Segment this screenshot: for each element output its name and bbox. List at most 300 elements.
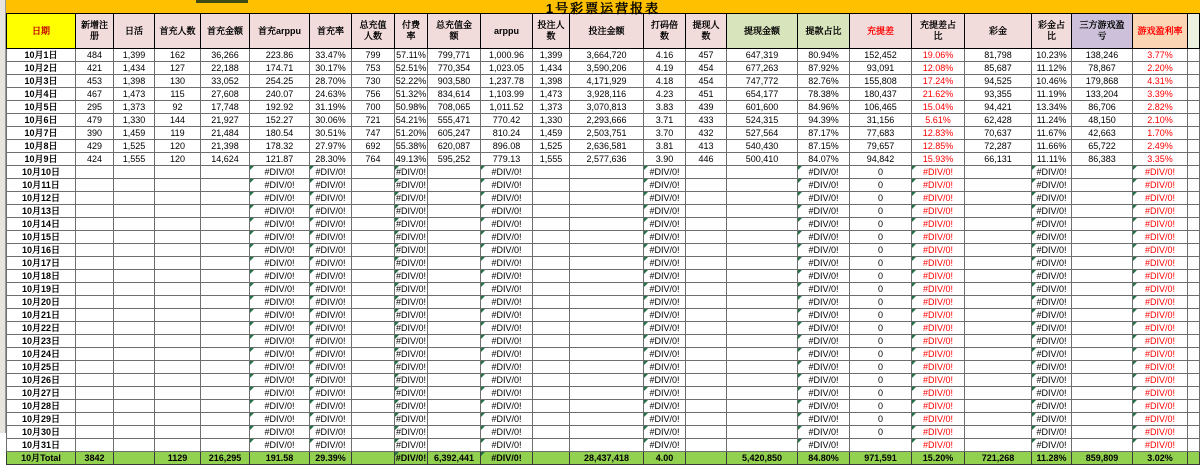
spacer-cell[interactable] <box>1188 179 1200 192</box>
spacer-cell[interactable] <box>1188 140 1200 153</box>
data-cell[interactable]: #DIV/0! <box>644 192 686 205</box>
data-cell[interactable]: #DIV/0! <box>250 296 310 309</box>
data-cell[interactable]: #DIV/0! <box>1032 244 1072 257</box>
data-cell[interactable]: #DIV/0! <box>644 205 686 218</box>
data-cell[interactable]: 70,637 <box>965 127 1032 140</box>
column-header[interactable]: 彩金占比 <box>1032 14 1072 49</box>
data-cell[interactable]: #DIV/0! <box>798 387 850 400</box>
data-cell[interactable]: 1,330 <box>114 114 155 127</box>
data-cell[interactable]: #DIV/0! <box>1133 348 1188 361</box>
data-cell[interactable] <box>965 322 1032 335</box>
spacer-cell[interactable] <box>1188 361 1200 374</box>
data-cell[interactable] <box>114 270 155 283</box>
data-cell[interactable]: #DIV/0! <box>250 361 310 374</box>
data-cell[interactable] <box>727 166 798 179</box>
data-cell[interactable]: 3.70 <box>644 127 686 140</box>
data-cell[interactable]: #DIV/0! <box>912 283 965 296</box>
data-cell[interactable]: 700 <box>352 101 395 114</box>
spacer-cell[interactable] <box>1188 439 1200 452</box>
spacer-cell[interactable] <box>1188 374 1200 387</box>
data-cell[interactable]: 2.82% <box>1133 101 1188 114</box>
data-cell[interactable]: 51.20% <box>395 127 427 138</box>
data-cell[interactable]: 424 <box>76 153 114 166</box>
data-cell[interactable]: #DIV/0! <box>912 426 965 439</box>
data-cell[interactable]: #DIV/0! <box>481 348 533 361</box>
spacer-cell[interactable] <box>1188 322 1200 335</box>
data-cell[interactable] <box>114 283 155 296</box>
data-cell[interactable] <box>570 413 644 426</box>
data-cell[interactable] <box>428 374 481 387</box>
data-cell[interactable] <box>686 296 727 309</box>
data-cell[interactable] <box>1072 374 1133 387</box>
data-cell[interactable]: 770.42 <box>481 114 533 127</box>
data-cell[interactable] <box>533 452 570 465</box>
column-header[interactable]: 打码倍数 <box>644 14 686 49</box>
data-cell[interactable]: #DIV/0! <box>250 387 310 400</box>
data-cell[interactable] <box>76 192 114 205</box>
spacer-cell[interactable] <box>1188 283 1200 296</box>
data-cell[interactable]: #DIV/0! <box>644 231 686 244</box>
data-cell[interactable]: #DIV/0! <box>481 166 533 179</box>
data-cell[interactable] <box>76 231 114 244</box>
data-cell[interactable]: #DIV/0! <box>250 374 310 387</box>
data-cell[interactable] <box>201 309 250 322</box>
data-cell[interactable]: #DIV/0! <box>395 179 426 190</box>
data-cell[interactable]: 390 <box>76 127 114 140</box>
data-cell[interactable]: #DIV/0! <box>481 283 533 296</box>
data-cell[interactable]: 87.92% <box>798 62 850 75</box>
data-cell[interactable]: 31.19% <box>310 101 352 114</box>
column-header[interactable]: 新增注册 <box>76 14 114 49</box>
data-cell[interactable]: 0 <box>850 413 912 426</box>
data-cell[interactable] <box>533 309 570 322</box>
data-cell[interactable]: 692 <box>352 140 395 153</box>
data-cell[interactable] <box>352 296 395 309</box>
data-cell[interactable] <box>1072 309 1133 322</box>
data-cell[interactable]: 721 <box>352 114 395 127</box>
date-cell[interactable]: 10月11日 <box>7 179 76 192</box>
data-cell[interactable]: 753 <box>352 62 395 75</box>
data-cell[interactable] <box>727 270 798 283</box>
data-cell[interactable] <box>1072 270 1133 283</box>
data-cell[interactable] <box>428 335 481 348</box>
data-cell[interactable]: 11.19% <box>1032 88 1072 101</box>
data-cell[interactable] <box>686 413 727 426</box>
data-cell[interactable]: #DIV/0! <box>310 257 352 270</box>
data-cell[interactable] <box>201 192 250 205</box>
spacer-cell[interactable] <box>1188 296 1200 309</box>
data-cell[interactable] <box>76 335 114 348</box>
data-cell[interactable]: 106,465 <box>850 101 912 114</box>
data-cell[interactable] <box>1072 400 1133 413</box>
spacer-cell[interactable] <box>1188 244 1200 257</box>
data-cell[interactable] <box>533 426 570 439</box>
date-cell[interactable]: 10月6日 <box>7 114 76 127</box>
data-cell[interactable] <box>201 270 250 283</box>
data-cell[interactable]: 29.39% <box>310 452 352 465</box>
data-cell[interactable]: 457 <box>686 49 727 62</box>
data-cell[interactable] <box>428 218 481 231</box>
data-cell[interactable]: 0 <box>850 205 912 218</box>
data-cell[interactable]: #DIV/0! <box>310 192 352 205</box>
data-cell[interactable]: #DIV/0! <box>395 335 426 346</box>
data-cell[interactable] <box>570 322 644 335</box>
data-cell[interactable]: 155,808 <box>850 75 912 88</box>
data-cell[interactable]: #DIV/0! <box>912 400 965 413</box>
data-cell[interactable]: #DIV/0! <box>912 309 965 322</box>
data-cell[interactable]: 1,000.96 <box>481 49 533 62</box>
data-cell[interactable]: #DIV/0! <box>1133 322 1188 335</box>
data-cell[interactable]: #DIV/0! <box>798 400 850 413</box>
date-cell[interactable]: 10月20日 <box>7 296 76 309</box>
data-cell[interactable] <box>428 413 481 426</box>
column-header[interactable]: 彩金 <box>965 14 1032 49</box>
data-cell[interactable] <box>686 270 727 283</box>
data-cell[interactable]: 467 <box>76 88 114 101</box>
data-cell[interactable]: #DIV/0! <box>1032 270 1072 283</box>
data-cell[interactable] <box>201 283 250 296</box>
data-cell[interactable] <box>570 257 644 270</box>
data-cell[interactable]: #DIV/0! <box>310 231 352 244</box>
data-cell[interactable]: 94,525 <box>965 75 1032 88</box>
date-cell[interactable]: 10月18日 <box>7 270 76 283</box>
data-cell[interactable]: 57.11% <box>396 49 426 60</box>
data-cell[interactable] <box>352 387 395 400</box>
data-cell[interactable] <box>533 335 570 348</box>
data-cell[interactable] <box>533 348 570 361</box>
data-cell[interactable]: 647,319 <box>727 49 798 62</box>
data-cell[interactable] <box>155 179 201 192</box>
data-cell[interactable]: 94.39% <box>798 114 850 127</box>
data-cell[interactable]: 21,398 <box>201 140 250 153</box>
data-cell[interactable]: #DIV/0! <box>310 413 352 426</box>
data-cell[interactable]: #DIV/0! <box>1133 387 1188 400</box>
spacer-cell[interactable] <box>1188 75 1200 88</box>
data-cell[interactable] <box>114 205 155 218</box>
data-cell[interactable]: 5.61% <box>912 114 965 127</box>
data-cell[interactable]: #DIV/0! <box>912 192 965 205</box>
data-cell[interactable] <box>727 413 798 426</box>
data-cell[interactable] <box>570 270 644 283</box>
data-cell[interactable] <box>727 192 798 205</box>
data-cell[interactable] <box>155 309 201 322</box>
data-cell[interactable] <box>114 218 155 231</box>
data-cell[interactable] <box>201 257 250 270</box>
data-cell[interactable]: #DIV/0! <box>481 335 533 348</box>
data-cell[interactable] <box>114 426 155 439</box>
data-cell[interactable]: #DIV/0! <box>798 361 850 374</box>
data-cell[interactable] <box>114 296 155 309</box>
column-header[interactable]: 首充arppu <box>250 14 310 49</box>
data-cell[interactable]: #DIV/0! <box>644 257 686 270</box>
data-cell[interactable]: 421 <box>76 62 114 75</box>
date-cell[interactable]: 10月30日 <box>7 426 76 439</box>
data-cell[interactable] <box>76 257 114 270</box>
data-cell[interactable]: #DIV/0! <box>395 231 426 242</box>
data-cell[interactable]: #DIV/0! <box>395 283 426 294</box>
data-cell[interactable]: #DIV/0! <box>644 413 686 426</box>
data-cell[interactable] <box>1072 218 1133 231</box>
spacer-cell[interactable] <box>1188 426 1200 439</box>
data-cell[interactable]: 11.66% <box>1032 140 1072 153</box>
data-cell[interactable]: 0 <box>850 361 912 374</box>
data-cell[interactable]: #DIV/0! <box>644 348 686 361</box>
data-cell[interactable] <box>570 205 644 218</box>
data-cell[interactable]: #DIV/0! <box>250 270 310 283</box>
data-cell[interactable]: #DIV/0! <box>1032 192 1072 205</box>
data-cell[interactable]: 595,252 <box>428 153 481 166</box>
data-cell[interactable]: 4.31% <box>1133 75 1188 88</box>
data-cell[interactable] <box>1072 166 1133 179</box>
data-cell[interactable]: #DIV/0! <box>912 361 965 374</box>
data-cell[interactable]: 144 <box>155 114 201 127</box>
data-cell[interactable] <box>570 231 644 244</box>
data-cell[interactable]: 11.12% <box>1032 62 1072 75</box>
data-cell[interactable]: 81,798 <box>965 49 1032 62</box>
column-header[interactable]: 日期 <box>7 14 76 49</box>
data-cell[interactable]: #DIV/0! <box>1032 218 1072 231</box>
data-cell[interactable]: 62,428 <box>965 114 1032 127</box>
data-cell[interactable]: #DIV/0! <box>644 361 686 374</box>
column-header[interactable]: 首充人数 <box>155 14 201 49</box>
data-cell[interactable]: #DIV/0! <box>310 387 352 400</box>
data-cell[interactable]: #DIV/0! <box>395 413 426 424</box>
data-cell[interactable]: #DIV/0! <box>310 374 352 387</box>
data-cell[interactable]: #DIV/0! <box>481 452 533 465</box>
data-cell[interactable]: #DIV/0! <box>912 166 965 179</box>
data-cell[interactable]: 27.97% <box>310 140 352 153</box>
column-header[interactable]: 总充值人数 <box>352 14 395 49</box>
data-cell[interactable] <box>965 309 1032 322</box>
data-cell[interactable]: #DIV/0! <box>250 179 310 192</box>
data-cell[interactable]: #DIV/0! <box>644 374 686 387</box>
data-cell[interactable] <box>965 348 1032 361</box>
data-cell[interactable]: 3.77% <box>1133 49 1188 62</box>
data-cell[interactable] <box>686 452 727 465</box>
data-cell[interactable] <box>965 335 1032 348</box>
date-cell[interactable]: 10月21日 <box>7 309 76 322</box>
data-cell[interactable]: 82.76% <box>798 75 850 88</box>
data-cell[interactable] <box>428 439 481 452</box>
column-header[interactable]: 提款占比 <box>798 14 850 49</box>
data-cell[interactable] <box>570 192 644 205</box>
data-cell[interactable] <box>114 335 155 348</box>
data-cell[interactable] <box>114 179 155 192</box>
data-cell[interactable] <box>201 244 250 257</box>
data-cell[interactable] <box>201 348 250 361</box>
data-cell[interactable]: 0 <box>850 296 912 309</box>
data-cell[interactable]: 0 <box>850 283 912 296</box>
data-cell[interactable] <box>201 179 250 192</box>
data-cell[interactable]: 119 <box>155 127 201 140</box>
data-cell[interactable] <box>155 374 201 387</box>
data-cell[interactable]: 152.27 <box>250 114 310 127</box>
data-cell[interactable] <box>155 335 201 348</box>
data-cell[interactable]: #DIV/0! <box>912 387 965 400</box>
data-cell[interactable]: 810.24 <box>481 127 533 140</box>
data-cell[interactable] <box>686 439 727 452</box>
data-cell[interactable]: 0 <box>850 192 912 205</box>
data-cell[interactable] <box>965 244 1032 257</box>
data-cell[interactable] <box>727 283 798 296</box>
data-cell[interactable]: 453 <box>76 75 114 88</box>
data-cell[interactable] <box>114 257 155 270</box>
date-cell[interactable]: 10月2日 <box>7 62 76 75</box>
data-cell[interactable]: 50.98% <box>395 101 427 112</box>
data-cell[interactable]: 799,771 <box>428 49 481 62</box>
data-cell[interactable]: #DIV/0! <box>395 387 426 398</box>
spacer-cell[interactable] <box>1188 309 1200 322</box>
data-cell[interactable] <box>155 270 201 283</box>
data-cell[interactable] <box>201 374 250 387</box>
data-cell[interactable] <box>155 387 201 400</box>
data-cell[interactable]: 14,624 <box>201 153 250 166</box>
data-cell[interactable]: #DIV/0! <box>644 322 686 335</box>
data-cell[interactable]: 48,150 <box>1072 114 1133 127</box>
data-cell[interactable]: #DIV/0! <box>310 244 352 257</box>
data-cell[interactable]: #DIV/0! <box>395 348 426 359</box>
data-cell[interactable]: 479 <box>76 114 114 127</box>
data-cell[interactable]: 834,614 <box>428 88 481 101</box>
data-cell[interactable] <box>686 309 727 322</box>
data-cell[interactable]: #DIV/0! <box>1032 335 1072 348</box>
data-cell[interactable]: 1.70% <box>1133 127 1188 140</box>
data-cell[interactable] <box>727 231 798 244</box>
data-cell[interactable] <box>965 270 1032 283</box>
data-cell[interactable]: #DIV/0! <box>481 296 533 309</box>
data-cell[interactable] <box>686 348 727 361</box>
data-cell[interactable] <box>352 309 395 322</box>
data-cell[interactable]: 730 <box>352 75 395 88</box>
spacer-cell[interactable] <box>1188 413 1200 426</box>
data-cell[interactable]: 0 <box>850 322 912 335</box>
data-cell[interactable]: #DIV/0! <box>395 166 426 177</box>
date-cell[interactable]: 10月23日 <box>7 335 76 348</box>
data-cell[interactable]: 524,315 <box>727 114 798 127</box>
data-cell[interactable] <box>76 374 114 387</box>
data-cell[interactable] <box>201 231 250 244</box>
data-cell[interactable]: 19.06% <box>912 49 965 62</box>
data-cell[interactable]: 3.83 <box>644 101 686 114</box>
data-cell[interactable] <box>155 205 201 218</box>
data-cell[interactable]: 72,287 <box>965 140 1032 153</box>
data-cell[interactable]: 1,473 <box>114 88 155 101</box>
data-cell[interactable]: #DIV/0! <box>1133 283 1188 296</box>
data-cell[interactable]: 10.46% <box>1032 75 1072 88</box>
data-cell[interactable]: #DIV/0! <box>481 231 533 244</box>
data-cell[interactable] <box>428 400 481 413</box>
data-cell[interactable]: #DIV/0! <box>1032 322 1072 335</box>
data-cell[interactable] <box>352 361 395 374</box>
data-cell[interactable]: 1,399 <box>533 49 570 62</box>
data-cell[interactable]: 152,452 <box>850 49 912 62</box>
data-cell[interactable] <box>352 335 395 348</box>
data-cell[interactable]: 4.16 <box>644 49 686 62</box>
data-cell[interactable] <box>76 270 114 283</box>
data-cell[interactable] <box>201 387 250 400</box>
data-cell[interactable]: #DIV/0! <box>1133 309 1188 322</box>
data-cell[interactable]: 779.13 <box>481 153 533 166</box>
data-cell[interactable]: 1,555 <box>533 153 570 166</box>
date-cell[interactable]: 10月12日 <box>7 192 76 205</box>
data-cell[interactable] <box>570 166 644 179</box>
data-cell[interactable] <box>201 296 250 309</box>
data-cell[interactable] <box>727 296 798 309</box>
data-cell[interactable] <box>201 413 250 426</box>
data-cell[interactable] <box>533 296 570 309</box>
spacer-cell[interactable] <box>1188 166 1200 179</box>
data-cell[interactable]: #DIV/0! <box>1133 218 1188 231</box>
data-cell[interactable]: 0 <box>850 231 912 244</box>
data-cell[interactable]: 413 <box>686 140 727 153</box>
data-cell[interactable] <box>352 426 395 439</box>
data-cell[interactable] <box>686 426 727 439</box>
data-cell[interactable] <box>533 270 570 283</box>
data-cell[interactable] <box>727 374 798 387</box>
column-header[interactable]: 日活 <box>114 14 155 49</box>
data-cell[interactable] <box>727 335 798 348</box>
data-cell[interactable]: #DIV/0! <box>644 244 686 257</box>
data-cell[interactable] <box>428 179 481 192</box>
data-cell[interactable] <box>1072 179 1133 192</box>
column-header[interactable]: 游戏盈利率 <box>1133 14 1188 49</box>
data-cell[interactable]: 55.38% <box>395 140 427 151</box>
data-cell[interactable] <box>114 244 155 257</box>
data-cell[interactable]: 0 <box>850 426 912 439</box>
spacer-cell[interactable] <box>1188 205 1200 218</box>
data-cell[interactable] <box>727 426 798 439</box>
data-cell[interactable]: 65,722 <box>1072 140 1133 153</box>
date-cell[interactable]: 10月25日 <box>7 361 76 374</box>
data-cell[interactable] <box>686 400 727 413</box>
column-header[interactable]: 三方游戏盈亏 <box>1072 14 1133 49</box>
data-cell[interactable]: #DIV/0! <box>481 218 533 231</box>
data-cell[interactable] <box>155 296 201 309</box>
spacer-cell[interactable] <box>1188 49 1200 62</box>
data-cell[interactable]: #DIV/0! <box>481 257 533 270</box>
data-cell[interactable]: #DIV/0! <box>250 244 310 257</box>
data-cell[interactable] <box>965 205 1032 218</box>
data-cell[interactable]: 1,525 <box>114 140 155 153</box>
data-cell[interactable]: 1,237.78 <box>481 75 533 88</box>
data-cell[interactable]: 77,683 <box>850 127 912 140</box>
data-cell[interactable]: #DIV/0! <box>250 348 310 361</box>
data-cell[interactable]: #DIV/0! <box>798 413 850 426</box>
data-cell[interactable]: 30.06% <box>310 114 352 127</box>
data-cell[interactable]: 12.08% <box>912 62 965 75</box>
data-cell[interactable]: 3.71 <box>644 114 686 127</box>
data-cell[interactable] <box>1072 296 1133 309</box>
data-cell[interactable]: #DIV/0! <box>1133 335 1188 348</box>
data-cell[interactable]: 1,398 <box>533 75 570 88</box>
data-cell[interactable] <box>1072 322 1133 335</box>
data-cell[interactable]: 721,268 <box>965 452 1032 465</box>
data-cell[interactable]: 174.71 <box>250 62 310 75</box>
data-cell[interactable]: 87.17% <box>798 127 850 140</box>
data-cell[interactable]: #DIV/0! <box>798 309 850 322</box>
data-cell[interactable]: #DIV/0! <box>481 244 533 257</box>
data-cell[interactable]: #DIV/0! <box>1032 426 1072 439</box>
data-cell[interactable] <box>76 400 114 413</box>
data-cell[interactable]: #DIV/0! <box>395 361 426 372</box>
data-cell[interactable] <box>686 218 727 231</box>
data-cell[interactable]: 3.02% <box>1133 452 1188 465</box>
data-cell[interactable]: 747 <box>352 127 395 140</box>
data-cell[interactable]: #DIV/0! <box>250 426 310 439</box>
spacer-cell[interactable] <box>1188 387 1200 400</box>
data-cell[interactable]: 2,503,751 <box>570 127 644 140</box>
data-cell[interactable]: 0 <box>850 244 912 257</box>
